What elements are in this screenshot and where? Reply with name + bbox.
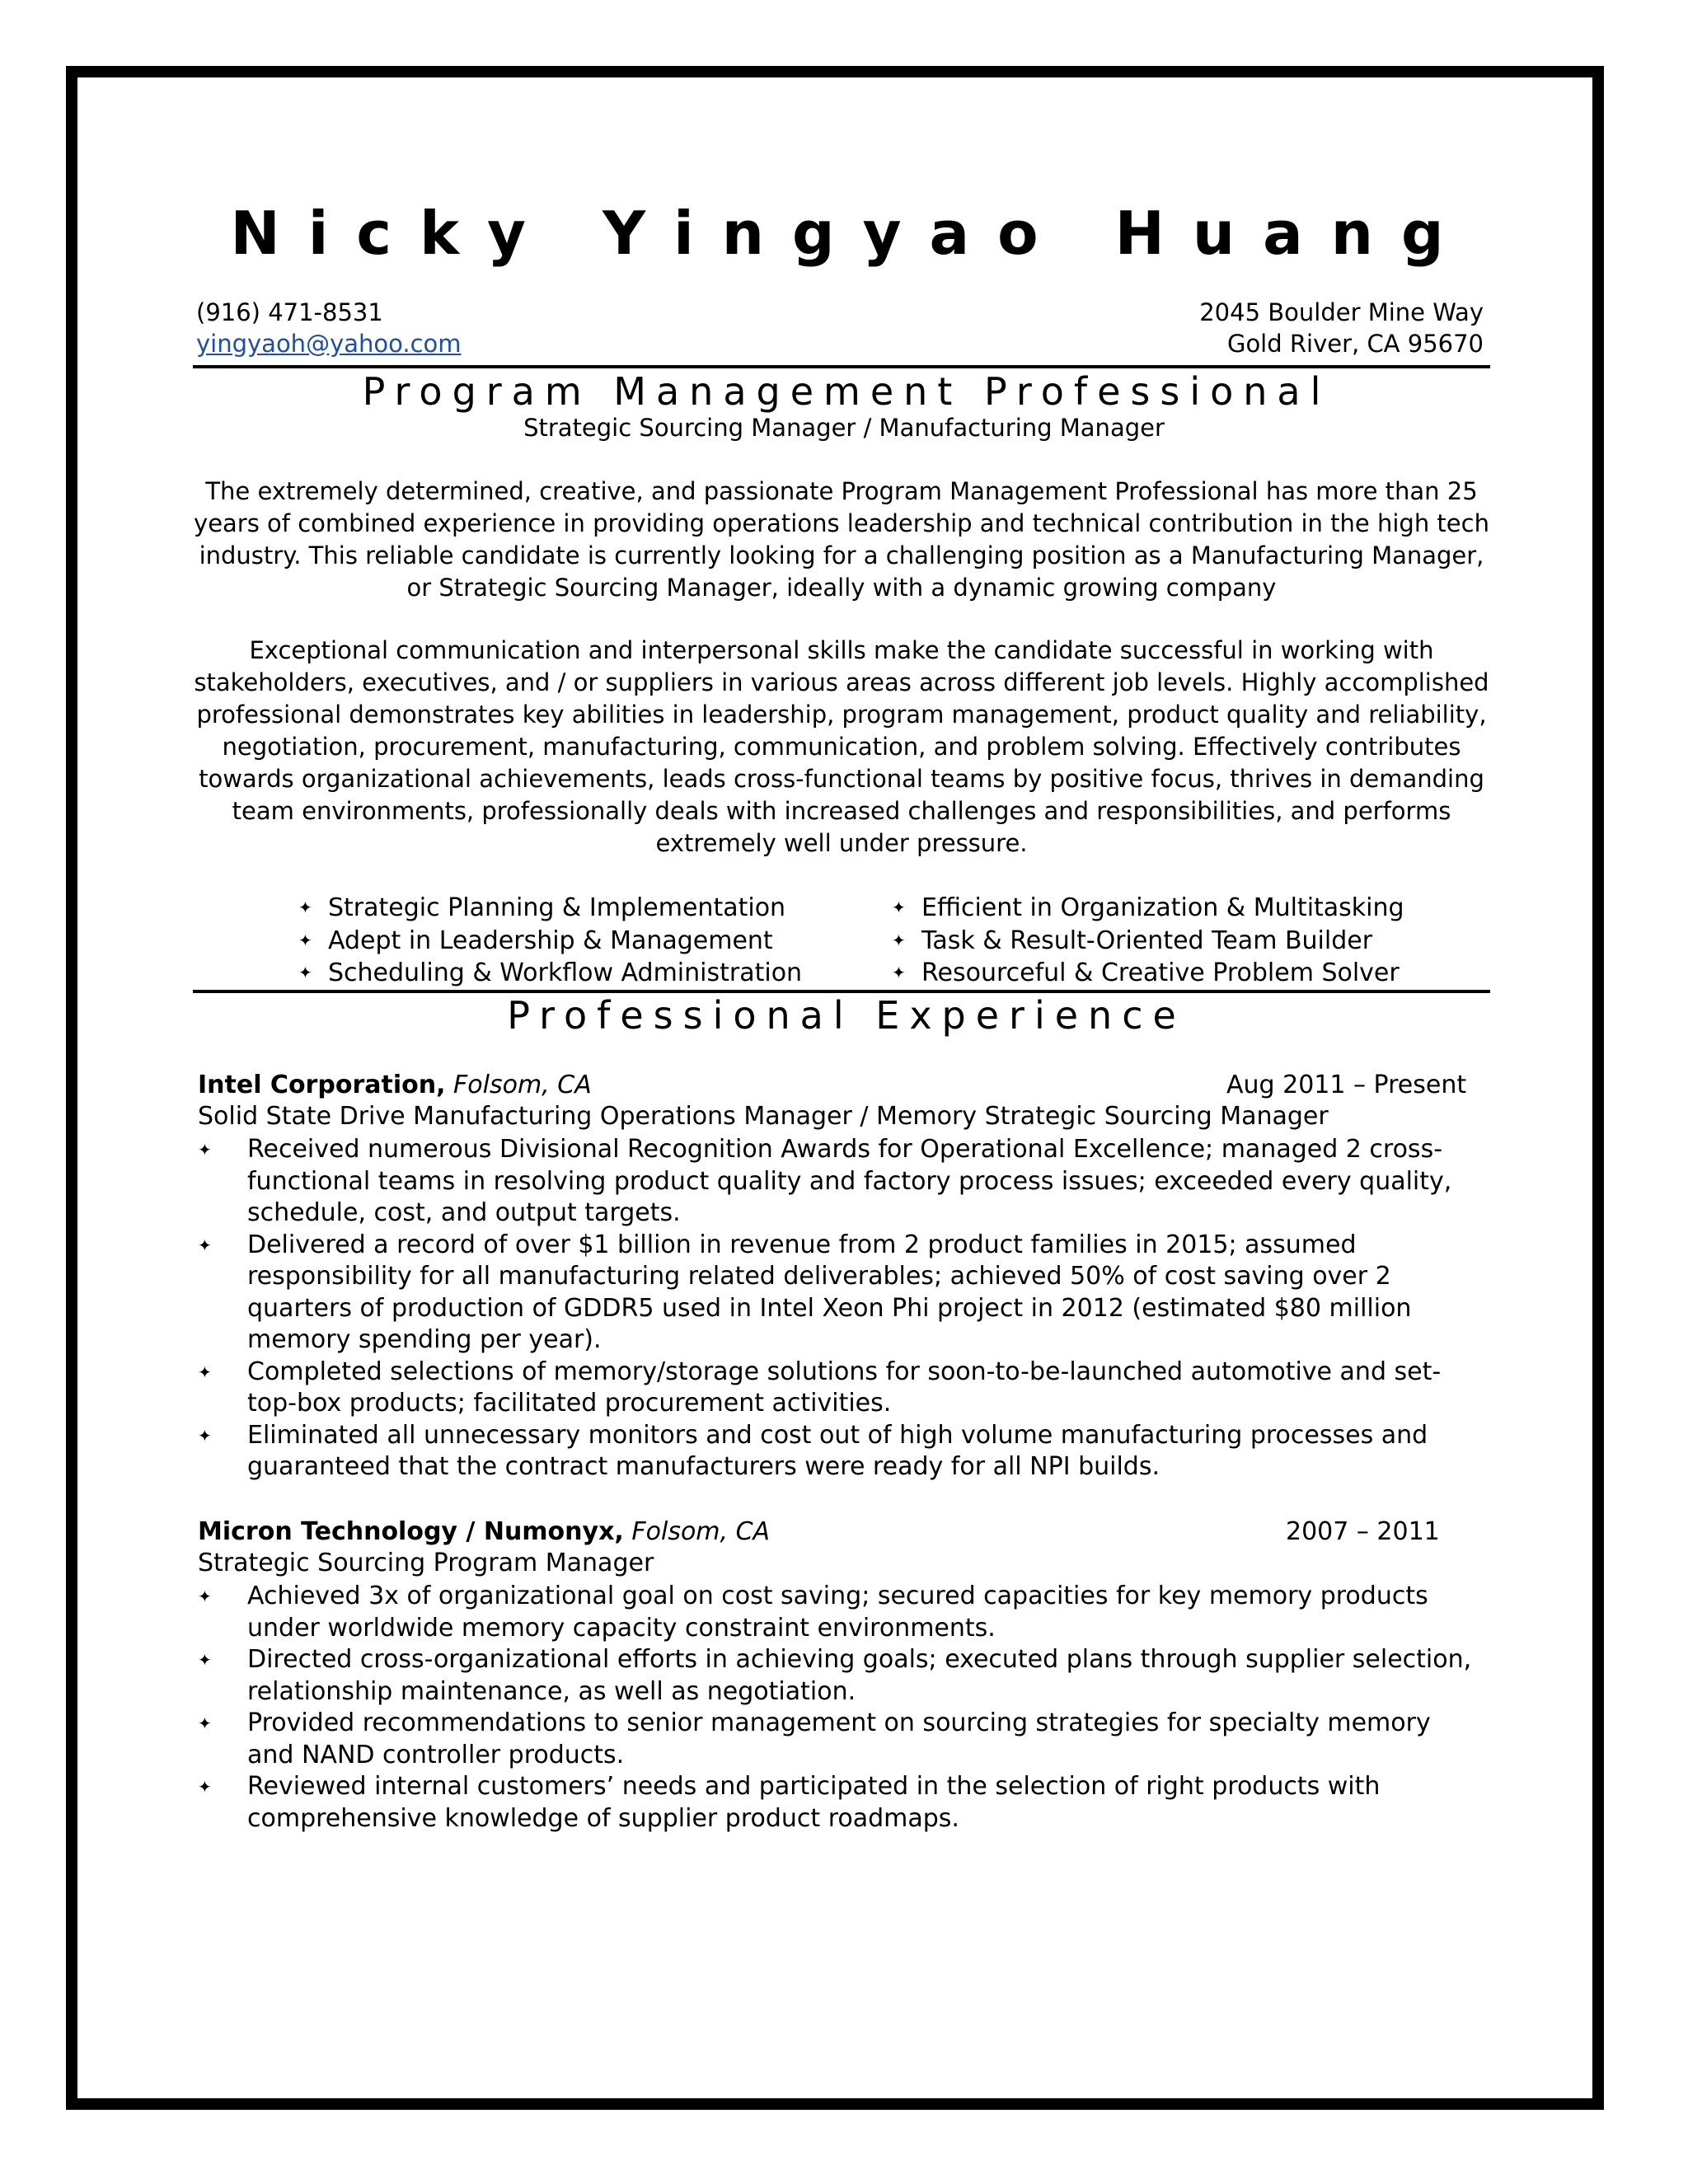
phone-number: (916) 471-8531 (196, 298, 383, 326)
four-point-star-icon: ✦ (198, 1586, 212, 1606)
job-header (198, 1070, 592, 1101)
four-point-star-icon: ✦ (198, 1361, 212, 1382)
skills-list-left (298, 892, 802, 990)
four-point-star-icon: ✦ (198, 1140, 212, 1160)
job-location: Folsom, CA (631, 1517, 771, 1546)
four-point-star-icon: ✦ (298, 963, 312, 982)
address-line-2: Gold River, CA 95670 (1226, 330, 1484, 358)
skill-label: Scheduling & Workflow Administration (328, 958, 803, 987)
list-item (198, 1230, 1484, 1357)
bullet-text: Completed selections of memory/storage solutions for soon-to-be-launched automotive and set-top-box products; facilitated procurement activities. (247, 1357, 1442, 1418)
skill-label: Strategic Planning & Implementation (328, 893, 786, 922)
four-point-star-icon: ✦ (198, 1713, 212, 1733)
job-dates: 2007 – 2011 (1286, 1517, 1440, 1546)
experience-title: Professional Experience (507, 993, 1186, 1038)
bullet-text: Directed cross-organizational efforts in achieving goals; executed plans through supplier selection, relationship maintenance, as well as negotiation. (247, 1645, 1472, 1706)
job-bullets (198, 1134, 1484, 1483)
skill-item (298, 925, 802, 958)
skill-label: Resourceful & Creative Problem Solver (921, 958, 1400, 987)
summary-paragraph-1-text: The extremely determined, creative, and passionate Program Management Professional has more than 25 years of combined experience in providing operations leadership and technical contribution in the high tech industry. This reliable candidate is currently looking for a challenging position as a Manufacturing Manager, or Strategic Sourcing Manager, ideally with a dynamic growing company (194, 477, 1489, 602)
skill-item (892, 957, 1404, 990)
list-item (198, 1357, 1484, 1420)
job-bullets (198, 1581, 1484, 1835)
profile-subtitle: Strategic Sourcing Manager / Manufacturing Manager (523, 414, 1165, 442)
four-point-star-icon: ✦ (198, 1650, 212, 1670)
list-item (198, 1581, 1484, 1644)
list-item (198, 1771, 1484, 1835)
list-item (198, 1420, 1484, 1483)
job-dates: Aug 2011 – Present (1226, 1071, 1467, 1099)
company-name: Intel Corporation, (198, 1071, 446, 1099)
four-point-star-icon: ✦ (198, 1777, 212, 1797)
job-role: Solid State Drive Manufacturing Operations Manager / Memory Strategic Sourcing Manager (198, 1102, 1329, 1131)
summary-paragraph-1 (193, 476, 1490, 604)
bullet-text: Delivered a record of over $1 billion in revenue from 2 product families in 2015; assumed responsibility for all manufacturing related deliverables; achieved 50% of cost saving over 2 quarters of production of GDDR5 used in Intel Xeon Phi project in 2012 (estimated $80 million memory spending per year). (247, 1230, 1412, 1354)
four-point-star-icon: ✦ (298, 930, 312, 950)
skill-item (892, 925, 1404, 958)
skill-item (298, 957, 802, 990)
email-link[interactable]: yingyaoh@yahoo.com (196, 330, 462, 358)
bullet-text: Reviewed internal customers’ needs and participated in the selection of right products with comprehensive knowledge of supplier product roadmaps. (247, 1772, 1381, 1833)
skill-item (298, 892, 802, 925)
four-point-star-icon: ✦ (892, 963, 906, 982)
bullet-text: Provided recommendations to senior management on sourcing strategies for specialty memory and NAND controller products. (247, 1708, 1431, 1769)
four-point-star-icon: ✦ (198, 1235, 212, 1255)
candidate-name: Nicky Yingyao Huang (230, 199, 1472, 268)
summary-paragraph-2 (193, 635, 1490, 860)
four-point-star-icon: ✦ (892, 898, 906, 917)
four-point-star-icon: ✦ (198, 1425, 212, 1446)
job-role: Strategic Sourcing Program Manager (198, 1549, 654, 1577)
skills-list-right (892, 892, 1404, 990)
four-point-star-icon: ✦ (892, 930, 906, 950)
skill-label: Task & Result-Oriented Team Builder (921, 926, 1373, 955)
skill-item (892, 892, 1404, 925)
list-item (198, 1134, 1484, 1230)
four-point-star-icon: ✦ (298, 898, 312, 917)
list-item (198, 1708, 1484, 1771)
profile-title: Program Management Professional (362, 369, 1331, 414)
company-name: Micron Technology / Numonyx, (198, 1517, 624, 1546)
job-location: Folsom, CA (453, 1071, 592, 1099)
bullet-text: Achieved 3x of organizational goal on cost saving; secured capacities for key memory products under worldwide memory capacity constraint environments. (247, 1582, 1428, 1643)
skill-label: Efficient in Organization & Multitasking (921, 893, 1404, 922)
bullet-text: Eliminated all unnecessary monitors and cost out of high volume manufacturing processes and guaranteed that the contract manufacturers were ready for all NPI builds. (247, 1420, 1428, 1481)
address-line-1: 2045 Boulder Mine Way (1199, 298, 1484, 326)
job-header (198, 1516, 770, 1548)
list-item (198, 1644, 1484, 1708)
skill-label: Adept in Leadership & Management (328, 926, 773, 955)
summary-paragraph-2-text: Exceptional communication and interpersonal skills make the candidate successful in working with stakeholders, executives, and / or suppliers in various areas across different job levels. Highly accomplished professional demonstrates key abilities in leadership, program management, product quality and reliability, negotiation, procurement, manufacturing, communication, and problem solving. Effectively contributes towards organizational achievements, leads cross-functional teams by positive focus, thrives in demanding team environments, professionally deals with increased challenges and responsibilities, and performs extremely well under pressure. (194, 636, 1489, 857)
bullet-text: Received numerous Divisional Recognition Awards for Operational Excellence; managed 2 cross-functional teams in resolving product quality and factory process issues; exceeded every quality, schedule, cost, and output targets. (247, 1135, 1452, 1227)
